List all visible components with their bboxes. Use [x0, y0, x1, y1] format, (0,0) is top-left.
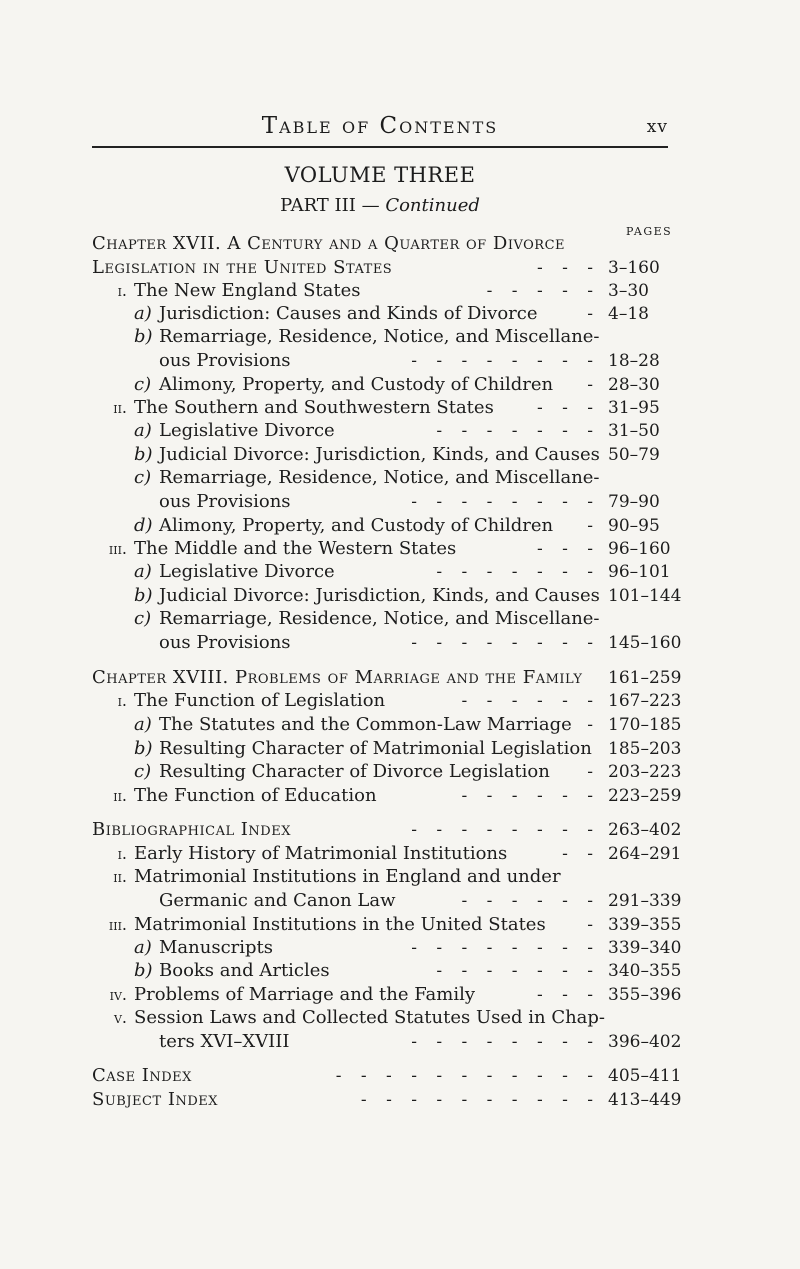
entry-title: Legislative Divorce — [159, 420, 335, 441]
page-range: 405–411 — [608, 1066, 682, 1086]
toc-entry — [0, 713, 800, 737]
entry-letter-mark: a) — [134, 420, 152, 441]
entry-title: The Function of Education — [134, 785, 377, 806]
page-range: 339–340 — [608, 938, 682, 958]
page-range: 161–259 — [608, 668, 682, 688]
entry-letter — [134, 419, 152, 443]
pages-column-label: PAGES — [626, 225, 673, 238]
page-range: 170–185 — [608, 715, 682, 735]
entry-title: Resulting Character of Matrimonial Legislation — [159, 738, 592, 759]
toc-entry — [0, 514, 800, 538]
entry-letter — [134, 959, 153, 983]
entry-title: Matrimonial Institutions in England and under — [134, 866, 561, 887]
toc-entry — [0, 419, 800, 443]
entry-letter — [134, 302, 152, 326]
entry-letter-mark: b) — [134, 960, 153, 981]
page-range: 223–259 — [608, 786, 682, 806]
leader-dots: - - - - - - - - — [411, 938, 600, 958]
header-rule — [92, 146, 668, 148]
entry-letter-mark: c) — [134, 374, 152, 395]
leader-dots: - - - — [536, 985, 600, 1005]
leader-dots: - - - — [536, 258, 600, 278]
page-range: 355–396 — [608, 985, 682, 1005]
page-number: xv — [646, 117, 668, 137]
entry-title: ous Provisions — [159, 350, 291, 371]
page-range: 4–18 — [608, 304, 649, 324]
page-range: 90–95 — [608, 516, 660, 536]
entry-numeral: i. — [117, 281, 127, 300]
leader-dots: - — [587, 304, 600, 324]
entry-title: Early History of Matrimonial Institutions — [134, 843, 508, 864]
toc-entry — [0, 1030, 800, 1054]
page-range: 3–160 — [608, 258, 660, 278]
page-range: 264–291 — [608, 844, 682, 864]
entry-letter-mark: b) — [134, 585, 153, 606]
entry-title: Session Laws and Collected Statutes Used in Chap- — [134, 1007, 606, 1028]
entry-title: The Middle and the Western States — [134, 538, 457, 559]
entry-letter — [134, 713, 152, 737]
toc-entry — [0, 443, 800, 467]
toc-entry — [0, 373, 800, 397]
toc-entry — [0, 302, 800, 326]
toc-entry — [0, 466, 800, 490]
entry-title: Resulting Character of Divorce Legislation — [159, 761, 550, 782]
entry-numeral: iii. — [108, 539, 127, 558]
entry-numeral: ii. — [113, 867, 127, 886]
running-title: Table of Contents — [261, 113, 499, 139]
page-range: 31–95 — [608, 398, 660, 418]
toc-entry — [0, 959, 800, 983]
toc-entry — [0, 842, 800, 866]
page-range: 79–90 — [608, 492, 660, 512]
leader-dots: - - - - - - - - — [411, 820, 600, 840]
page-range: 413–449 — [608, 1090, 682, 1110]
toc-entry — [0, 889, 800, 913]
entry-letter-mark: d) — [134, 515, 153, 536]
entry-letter — [134, 466, 151, 490]
leader-dots: - — [587, 715, 600, 735]
page-range: 167–223 — [608, 691, 682, 711]
page-range: 396–402 — [608, 1032, 682, 1052]
toc-entry — [0, 631, 800, 655]
leader-dots: - - - - - — [486, 281, 600, 301]
page-range: 18–28 — [608, 351, 660, 371]
leader-dots: - - — [562, 844, 600, 864]
entry-title: Germanic and Canon Law — [159, 890, 396, 911]
leader-dots: - - - - - - - - - - — [360, 1090, 600, 1110]
toc-entry — [0, 1064, 800, 1088]
toc-entry — [0, 537, 800, 561]
entry-title: Bibliographical Index — [92, 819, 291, 840]
entry-title: Jurisdiction: Causes and Kinds of Divorce — [159, 303, 538, 324]
entry-letter — [134, 936, 152, 960]
page-range: 203–223 — [608, 762, 682, 782]
toc-entry — [0, 396, 800, 420]
entry-numeral: i. — [117, 691, 127, 710]
entry-title: Matrimonial Institutions in the United States — [134, 914, 546, 935]
toc-entry — [0, 936, 800, 960]
toc-entry — [0, 737, 800, 761]
entry-letter — [134, 373, 151, 397]
leader-dots: - - - - - - - — [436, 961, 600, 981]
toc-entry — [0, 666, 800, 690]
entry-title: The Function of Legislation — [134, 690, 386, 711]
page-range: 101–144 — [608, 586, 682, 606]
toc-entry — [0, 325, 800, 349]
entry-letter-mark: c) — [134, 467, 152, 488]
leader-dots: - - - - - - — [461, 786, 600, 806]
entry-letter-mark: b) — [134, 738, 153, 759]
page-range: 291–339 — [608, 891, 682, 911]
page-range: 28–30 — [608, 375, 660, 395]
leader-dots: - - - - - - - - — [411, 492, 600, 512]
entry-letter — [134, 737, 153, 761]
toc-entry — [0, 983, 800, 1007]
entry-title: Alimony, Property, and Custody of Children — [159, 374, 554, 395]
toc-entry — [0, 865, 800, 889]
entry-numeral: ii. — [113, 398, 127, 417]
leader-dots: - — [587, 375, 600, 395]
entry-title: Legislative Divorce — [159, 561, 335, 582]
entry-title: Alimony, Property, and Custody of Children — [159, 515, 554, 536]
entry-letter-mark: a) — [134, 561, 152, 582]
part-heading-main: PART III — — [280, 195, 386, 216]
toc-entry — [0, 349, 800, 373]
entry-title: Subject Index — [92, 1089, 219, 1110]
page-range: 50–79 — [608, 445, 660, 465]
toc-entry — [0, 760, 800, 784]
leader-dots: - - - — [536, 539, 600, 559]
entry-letter — [134, 443, 153, 467]
entry-title: Manuscripts — [159, 937, 274, 958]
leader-dots: - — [587, 516, 600, 536]
page-range: 96–160 — [608, 539, 671, 559]
leader-dots: - - - — [536, 398, 600, 418]
toc-entry — [0, 256, 800, 280]
entry-title: Chapter XVII. A Century and a Quarter of Divorce — [92, 233, 566, 254]
entry-numeral: v. — [113, 1008, 127, 1027]
entry-letter — [134, 607, 151, 631]
entry-title: ous Provisions — [159, 491, 291, 512]
leader-dots: - - - - - - — [461, 891, 600, 911]
entry-title: Remarriage, Residence, Notice, and Miscellane- — [159, 608, 600, 629]
leader-dots: - — [587, 762, 600, 782]
entry-numeral: i. — [117, 844, 127, 863]
entry-title: Remarriage, Residence, Notice, and Miscellane- — [159, 467, 600, 488]
toc-entry — [0, 1088, 800, 1112]
page-range: 31–50 — [608, 421, 660, 441]
entry-title: Judicial Divorce: Jurisdiction, Kinds, and Causes — [159, 444, 600, 465]
entry-numeral: iii. — [108, 915, 127, 934]
toc-entry — [0, 818, 800, 842]
toc-entry — [0, 490, 800, 514]
entry-title: ters XVI–XVIII — [159, 1031, 290, 1052]
entry-title: The Southern and Southwestern States — [134, 397, 494, 418]
toc-entry — [0, 584, 800, 608]
entry-title: Remarriage, Residence, Notice, and Miscellane- — [159, 326, 600, 347]
page-range: 3–30 — [608, 281, 649, 301]
toc-entry — [0, 279, 800, 303]
toc-entry — [0, 232, 800, 256]
entry-letter — [134, 760, 151, 784]
leader-dots: - - - - - - - - — [411, 1032, 600, 1052]
entry-title: Case Index — [92, 1065, 192, 1086]
entry-letter — [134, 584, 153, 608]
entry-title: The Statutes and the Common-Law Marriage — [159, 714, 572, 735]
page-range: 185–203 — [608, 739, 682, 759]
leader-dots: - - - - - - - - - - - — [335, 1066, 600, 1086]
entry-letter-mark: c) — [134, 761, 152, 782]
leader-dots: - - - - - - - — [436, 421, 600, 441]
entry-letter-mark: a) — [134, 303, 152, 324]
running-head — [92, 113, 668, 143]
leader-dots: - - - - - - - — [436, 562, 600, 582]
entry-letter-mark: a) — [134, 714, 152, 735]
entry-letter-mark: c) — [134, 608, 152, 629]
entry-letter — [134, 560, 152, 584]
entry-title: Judicial Divorce: Jurisdiction, Kinds, and Causes — [159, 585, 600, 606]
leader-dots: - - - - - - - - — [411, 351, 600, 371]
entry-title: Chapter XVIII. Problems of Marriage and the Family — [92, 667, 583, 688]
entry-title: Books and Articles — [159, 960, 330, 981]
entry-numeral: iv. — [109, 985, 127, 1004]
entry-title: Legislation in the United States — [92, 257, 393, 278]
page-range: 339–355 — [608, 915, 682, 935]
part-heading-continued: Continued — [385, 195, 480, 216]
part-heading — [92, 195, 668, 216]
entry-letter — [134, 514, 153, 538]
toc-entry — [0, 913, 800, 937]
entry-letter — [134, 325, 153, 349]
page-range: 263–402 — [608, 820, 682, 840]
toc-entry — [0, 560, 800, 584]
entry-title: The New England States — [134, 280, 361, 301]
toc-entry — [0, 689, 800, 713]
toc-entry — [0, 1006, 800, 1030]
entry-letter-mark: b) — [134, 326, 153, 347]
leader-dots: - - - - - - — [461, 691, 600, 711]
entry-title: Problems of Marriage and the Family — [134, 984, 476, 1005]
page-range: 340–355 — [608, 961, 682, 981]
entry-letter-mark: b) — [134, 444, 153, 465]
volume-heading: VOLUME THREE — [284, 163, 476, 187]
leader-dots: - — [587, 915, 600, 935]
page-range: 96–101 — [608, 562, 671, 582]
entry-letter-mark: a) — [134, 937, 152, 958]
page-range: 145–160 — [608, 633, 682, 653]
entry-title: ous Provisions — [159, 632, 291, 653]
toc-entry — [0, 784, 800, 808]
entry-numeral: ii. — [113, 786, 127, 805]
leader-dots: - - - - - - - - — [411, 633, 600, 653]
toc-entry — [0, 607, 800, 631]
